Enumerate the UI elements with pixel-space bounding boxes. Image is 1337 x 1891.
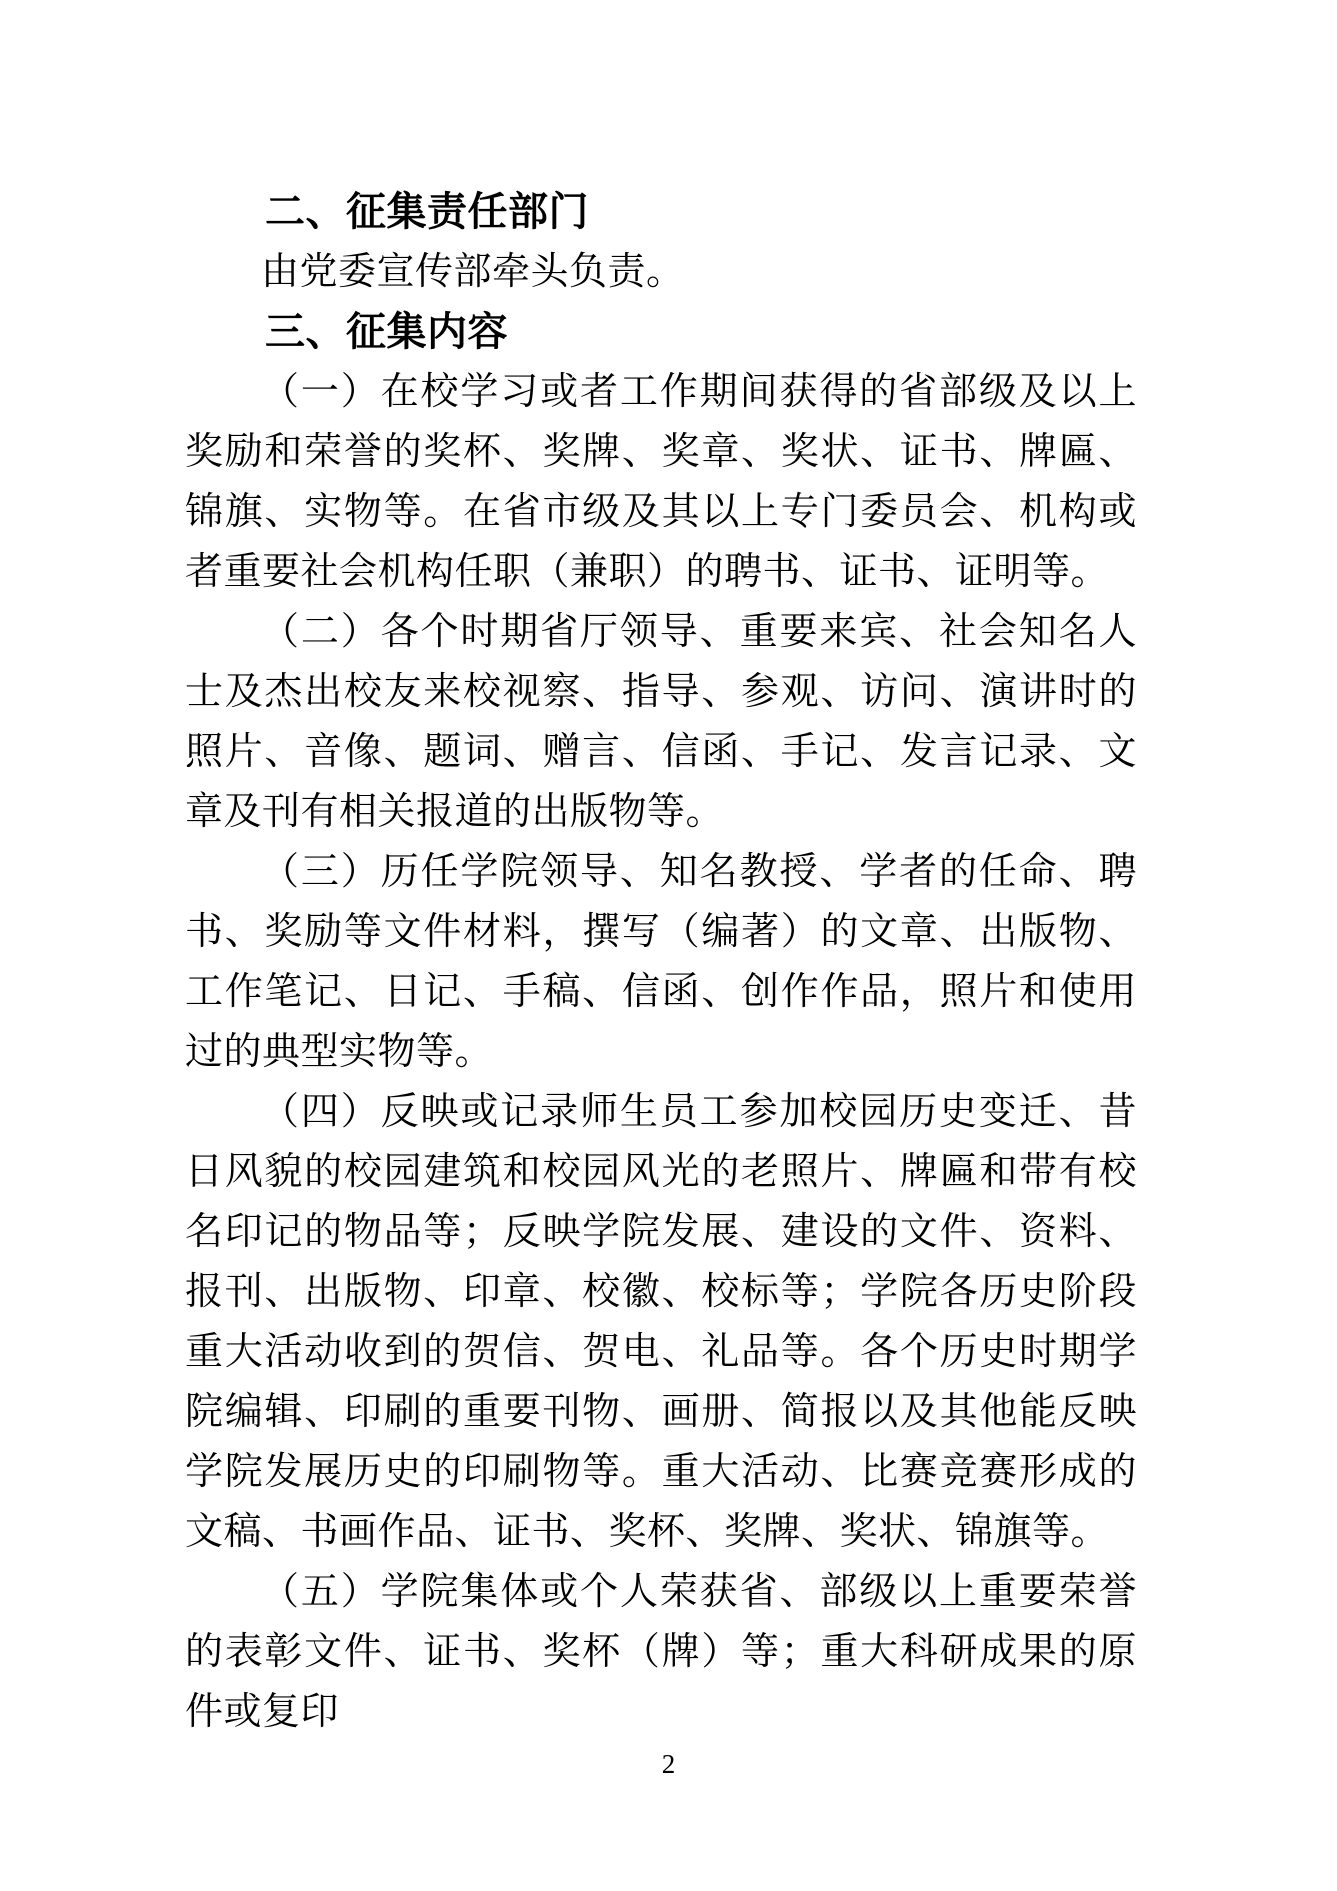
paragraph-item-4: （四）反映或记录师生员工参加校园历史变迁、昔日风貌的校园建筑和校园风光的老照片、牌匾和带有校名印记的物品等；反映学院发展、建设的文件、资料、报刊、出版物、印章、校徽、校标等；学院各历史阶段重大活动收到的贺信、贺电、礼品等。各个历史时期学院编辑、印刷的重要刊物、画册、简报以及其他能反映学院发展历史的印刷物等。重大活动、比赛竞赛形成的文稿、书画作品、证书、奖杯、奖牌、奖状、锦旗等。 [185,1091,1137,1553]
paragraph-responsible-department: 由党委宣传部牵头负责。 [261,251,685,293]
section-heading-responsible-department: 二、征集责任部门 [265,190,589,234]
paragraph-item-2: （二）各个时期省厅领导、重要来宾、社会知名人士及杰出校友来校视察、指导、参观、访问、演讲时的照片、音像、题词、赠言、信函、手记、发言记录、文章及刊有相关报道的出版物等。 [185,611,1137,833]
section-heading-collection-content: 三、征集内容 [265,310,508,354]
paragraph-item-5: （五）学院集体或个人荣获省、部级以上重要荣誉的表彰文件、证书、奖杯（牌）等；重大科研成果的原件或复印 [185,1571,1137,1733]
paragraph-item-1: （一）在校学习或者工作期间获得的省部级及以上奖励和荣誉的奖杯、奖牌、奖章、奖状、证书、牌匾、锦旗、实物等。在省市级及其以上专门委员会、机构或者重要社会机构任职（兼职）的聘书、证书、证明等。 [185,371,1137,593]
document-body [185,182,1137,1742]
paragraph-item-3: （三）历任学院领导、知名教授、学者的任命、聘书、奖励等文件材料，撰写（编著）的文章、出版物、工作笔记、日记、手稿、信函、创作作品，照片和使用过的典型实物等。 [185,851,1137,1073]
page-number: 2 [661,1749,676,1779]
